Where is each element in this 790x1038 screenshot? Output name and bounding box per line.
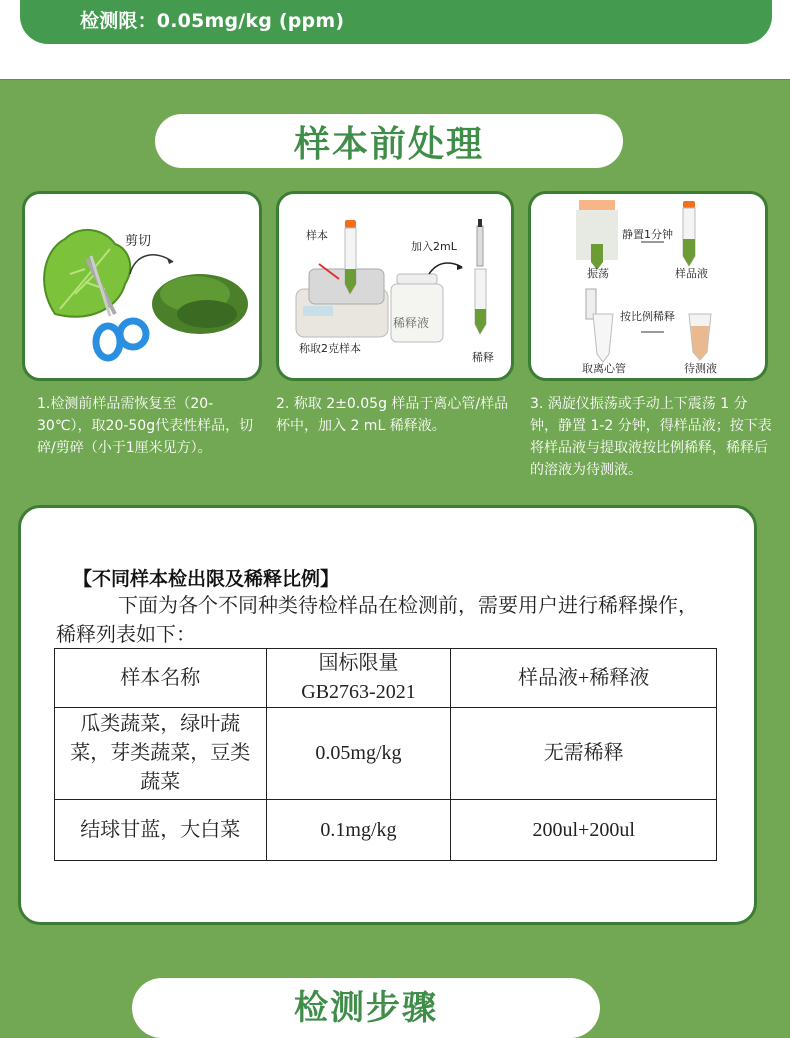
- header-national-limit: [266, 649, 451, 708]
- centrifuge-tube-icon: [586, 289, 613, 362]
- dilution-table: [54, 648, 717, 861]
- cell-dilution: 无需稀释: [451, 708, 717, 800]
- next-section-title: 检测步骤: [294, 988, 438, 1028]
- step-3-description: 3. 涡旋仪振荡或手动上下震荡 1 分钟，静置 1-2 分钟，得样品液；按下表将样品液与提取液按比例稀释，稀释后的溶液为待测液。: [530, 396, 772, 478]
- section-title: 样本前处理: [293, 123, 484, 165]
- step-2-image-card: [276, 191, 514, 381]
- dilute-label: 稀释: [472, 351, 494, 364]
- centrifuge-tube-label: 取离心管: [582, 362, 626, 375]
- header-dilution: 样品液+稀释液: [451, 649, 717, 708]
- header-limit-line1: 国标限量: [318, 652, 399, 674]
- weigh-label: 称取2克样本: [299, 342, 361, 355]
- section-title-pill: [155, 114, 623, 168]
- header-limit-line2: GB2763-2021: [301, 681, 416, 703]
- diluent-bottle-icon: [391, 274, 443, 342]
- pipette-icon: [475, 219, 486, 334]
- cell-sample: 结球甘蓝，大白菜: [55, 800, 267, 861]
- header-sample-name: 样本名称: [55, 649, 267, 708]
- step-1-description: 1.检测前样品需恢复至（20-30℃），取20-50g代表性样品，切碎/剪碎（小于1厘米见方）。: [37, 396, 254, 456]
- chopped-greens-icon: [152, 274, 248, 334]
- cell-limit: 0.1mg/kg: [266, 800, 451, 861]
- test-liquid-tube-icon: [689, 314, 711, 360]
- step-1-image-card: [22, 191, 262, 381]
- cell-sample: 瓜类蔬菜，绿叶蔬菜，芽类蔬菜，豆类蔬菜: [55, 708, 267, 800]
- add-2ml-label: 加入2mL: [411, 240, 457, 253]
- stand-1min-label: 静置1分钟: [622, 228, 673, 241]
- step-2-description: 2. 称取 2±0.05g 样品于离心管/样品杯中，加入 2 mL 稀释液。: [276, 396, 509, 434]
- test-liquid-label: 待测液: [684, 362, 717, 375]
- sample-liquid-label: 样品液: [675, 267, 708, 280]
- detection-limit-text: 检测限：0.05mg/kg (ppm): [80, 10, 345, 32]
- table-row: [55, 800, 717, 861]
- table-row: [55, 708, 717, 800]
- top-banner: [0, 0, 790, 80]
- detection-limit-bar: [20, 0, 772, 44]
- diluent-bottle-label: 稀释液: [393, 316, 430, 330]
- dilution-card-paragraph: 下面为各个不同种类待检样品在检测前，需要用户进行稀释操作，稀释列表如下：: [56, 595, 698, 646]
- cell-limit: 0.05mg/kg: [266, 708, 451, 800]
- cut-label: 剪切: [125, 234, 152, 249]
- cell-dilution: 200ul+200ul: [451, 800, 717, 861]
- lettuce-leaf-icon: [25, 194, 265, 384]
- shaking-tubes-icon: [531, 194, 771, 384]
- step-3-image-card: [528, 191, 768, 381]
- table-header-row: [55, 649, 717, 708]
- dilution-ratio-card: [18, 505, 757, 925]
- ratio-dilute-label: 按比例稀释: [620, 310, 675, 323]
- next-section-title-pill: [132, 978, 600, 1038]
- shake-label: 振荡: [587, 267, 609, 280]
- sample-label: 样本: [306, 229, 328, 242]
- dilution-card-title: 【不同样本检出限及稀释比例】: [73, 568, 340, 590]
